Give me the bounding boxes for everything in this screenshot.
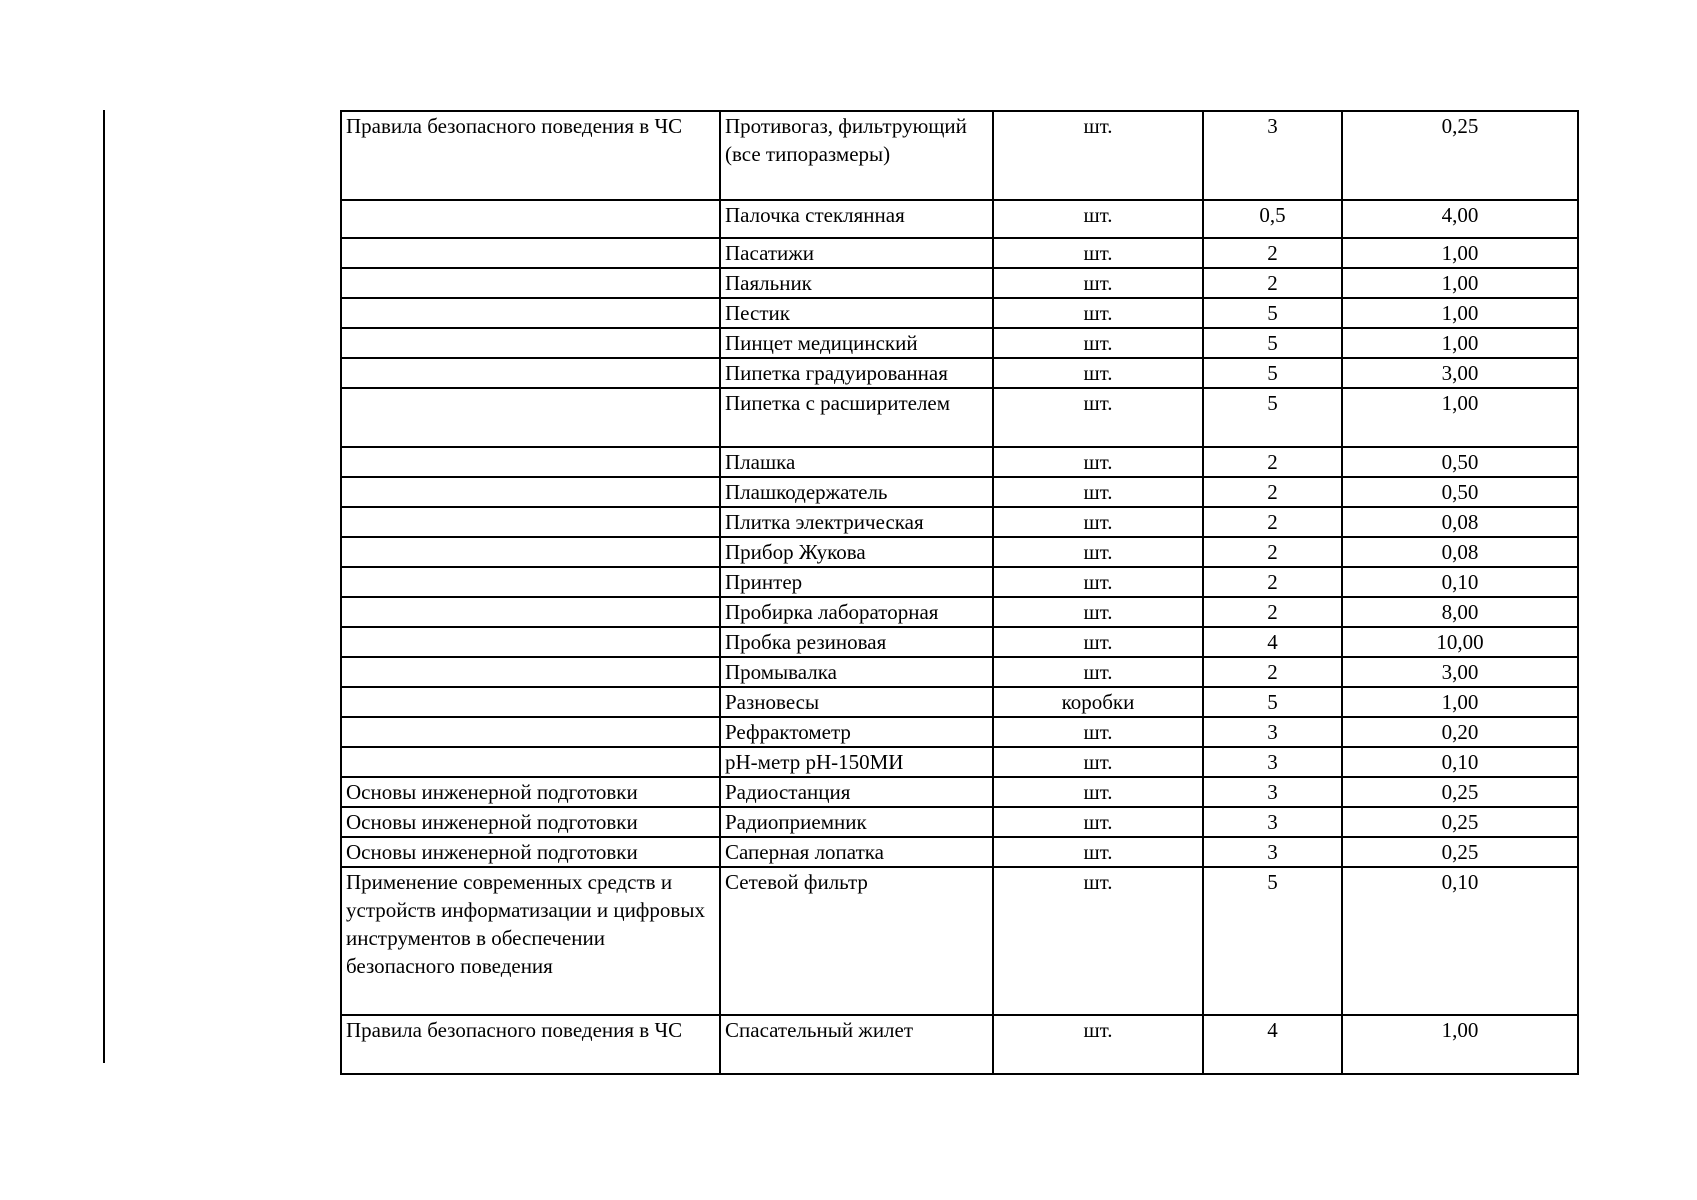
- item-name-cell: Рефрактометр: [720, 717, 993, 747]
- section-cell: [341, 537, 720, 567]
- table-row: [341, 567, 1578, 597]
- section-cell: [341, 477, 720, 507]
- section-cell: [341, 238, 720, 268]
- unit-cell: шт.: [993, 111, 1203, 200]
- value-cell: 0,20: [1342, 717, 1578, 747]
- quantity-cell: 2: [1203, 537, 1342, 567]
- quantity-cell: 3: [1203, 777, 1342, 807]
- quantity-cell: 2: [1203, 597, 1342, 627]
- section-cell: [341, 657, 720, 687]
- unit-cell: шт.: [993, 200, 1203, 238]
- item-name-cell: Пинцет медицинский: [720, 328, 993, 358]
- item-name-cell: Принтер: [720, 567, 993, 597]
- value-cell: 0,50: [1342, 477, 1578, 507]
- item-name-cell: Палочка стеклянная: [720, 200, 993, 238]
- value-cell: 1,00: [1342, 328, 1578, 358]
- section-cell: [341, 388, 720, 447]
- value-cell: 3,00: [1342, 358, 1578, 388]
- section-cell: Основы инженерной подготовки: [341, 777, 720, 807]
- value-cell: 1,00: [1342, 298, 1578, 328]
- section-cell: [341, 687, 720, 717]
- table-row: [341, 807, 1578, 837]
- quantity-cell: 3: [1203, 111, 1342, 200]
- section-cell: [341, 567, 720, 597]
- table-row: [341, 477, 1578, 507]
- unit-cell: шт.: [993, 567, 1203, 597]
- unit-cell: шт.: [993, 807, 1203, 837]
- unit-cell: шт.: [993, 507, 1203, 537]
- quantity-cell: 5: [1203, 388, 1342, 447]
- value-cell: 0,10: [1342, 747, 1578, 777]
- item-name-cell: Пробирка лабораторная: [720, 597, 993, 627]
- value-cell: 0,25: [1342, 837, 1578, 867]
- table-row: [341, 447, 1578, 477]
- item-name-cell: Прибор Жукова: [720, 537, 993, 567]
- item-name-cell: Пасатижи: [720, 238, 993, 268]
- quantity-cell: 5: [1203, 687, 1342, 717]
- quantity-cell: 5: [1203, 867, 1342, 1015]
- table-row: [341, 298, 1578, 328]
- quantity-cell: 5: [1203, 298, 1342, 328]
- item-name-cell: Плашкодержатель: [720, 477, 993, 507]
- table-row: [341, 867, 1578, 1015]
- value-cell: 1,00: [1342, 238, 1578, 268]
- quantity-cell: 3: [1203, 837, 1342, 867]
- unit-cell: шт.: [993, 837, 1203, 867]
- quantity-cell: 5: [1203, 358, 1342, 388]
- quantity-cell: 2: [1203, 268, 1342, 298]
- unit-cell: шт.: [993, 477, 1203, 507]
- section-cell: Применение современных средств и устройств информатизации и цифровых инструментов в обеспечении безопасного поведения: [341, 867, 720, 1015]
- table-row: [341, 268, 1578, 298]
- value-cell: 4,00: [1342, 200, 1578, 238]
- value-cell: 3,00: [1342, 657, 1578, 687]
- unit-cell: шт.: [993, 747, 1203, 777]
- table-row: [341, 328, 1578, 358]
- section-cell: [341, 200, 720, 238]
- table-row: [341, 507, 1578, 537]
- table-row: [341, 597, 1578, 627]
- value-cell: 0,25: [1342, 807, 1578, 837]
- value-cell: 0,08: [1342, 537, 1578, 567]
- quantity-cell: 5: [1203, 328, 1342, 358]
- unit-cell: шт.: [993, 388, 1203, 447]
- left-margin-line: [103, 110, 105, 1063]
- value-cell: 1,00: [1342, 388, 1578, 447]
- value-cell: 0,50: [1342, 447, 1578, 477]
- section-cell: [341, 268, 720, 298]
- value-cell: 0,25: [1342, 111, 1578, 200]
- item-name-cell: Саперная лопатка: [720, 837, 993, 867]
- item-name-cell: рН-метр рН-150МИ: [720, 747, 993, 777]
- value-cell: 0,25: [1342, 777, 1578, 807]
- unit-cell: шт.: [993, 627, 1203, 657]
- unit-cell: шт.: [993, 717, 1203, 747]
- unit-cell: шт.: [993, 777, 1203, 807]
- quantity-cell: 2: [1203, 657, 1342, 687]
- section-cell: [341, 747, 720, 777]
- table-row: [341, 717, 1578, 747]
- section-cell: Правила безопасного поведения в ЧС: [341, 111, 720, 200]
- value-cell: 0,10: [1342, 567, 1578, 597]
- table-row: [341, 388, 1578, 447]
- item-name-cell: Радиоприемник: [720, 807, 993, 837]
- quantity-cell: 3: [1203, 747, 1342, 777]
- table-row: [341, 657, 1578, 687]
- item-name-cell: Плашка: [720, 447, 993, 477]
- section-cell: [341, 597, 720, 627]
- quantity-cell: 4: [1203, 1015, 1342, 1074]
- table-row: [341, 238, 1578, 268]
- table-row: [341, 837, 1578, 867]
- item-name-cell: Паяльник: [720, 268, 993, 298]
- item-name-cell: Сетевой фильтр: [720, 867, 993, 1015]
- item-name-cell: Пробка резиновая: [720, 627, 993, 657]
- unit-cell: шт.: [993, 268, 1203, 298]
- value-cell: 1,00: [1342, 1015, 1578, 1074]
- section-cell: [341, 328, 720, 358]
- quantity-cell: 0,5: [1203, 200, 1342, 238]
- section-cell: Правила безопасного поведения в ЧС: [341, 1015, 720, 1074]
- table-body: [341, 111, 1578, 1074]
- unit-cell: шт.: [993, 867, 1203, 1015]
- unit-cell: шт.: [993, 1015, 1203, 1074]
- table-row: [341, 1015, 1578, 1074]
- table-row: [341, 111, 1578, 200]
- unit-cell: шт.: [993, 537, 1203, 567]
- table-row: [341, 777, 1578, 807]
- item-name-cell: Промывалка: [720, 657, 993, 687]
- section-cell: [341, 507, 720, 537]
- section-cell: [341, 298, 720, 328]
- quantity-cell: 2: [1203, 507, 1342, 537]
- unit-cell: шт.: [993, 298, 1203, 328]
- item-name-cell: Пестик: [720, 298, 993, 328]
- table-row: [341, 627, 1578, 657]
- value-cell: 1,00: [1342, 268, 1578, 298]
- section-cell: Основы инженерной подготовки: [341, 807, 720, 837]
- quantity-cell: 4: [1203, 627, 1342, 657]
- table-row: [341, 200, 1578, 238]
- unit-cell: коробки: [993, 687, 1203, 717]
- quantity-cell: 2: [1203, 447, 1342, 477]
- unit-cell: шт.: [993, 447, 1203, 477]
- value-cell: 0,10: [1342, 867, 1578, 1015]
- value-cell: 10,00: [1342, 627, 1578, 657]
- section-cell: [341, 627, 720, 657]
- unit-cell: шт.: [993, 358, 1203, 388]
- item-name-cell: Радиостанция: [720, 777, 993, 807]
- unit-cell: шт.: [993, 238, 1203, 268]
- item-name-cell: Пипетка с расширителем: [720, 388, 993, 447]
- item-name-cell: Спасательный жилет: [720, 1015, 993, 1074]
- quantity-cell: 2: [1203, 477, 1342, 507]
- quantity-cell: 2: [1203, 238, 1342, 268]
- quantity-cell: 3: [1203, 807, 1342, 837]
- value-cell: 0,08: [1342, 507, 1578, 537]
- table-row: [341, 747, 1578, 777]
- unit-cell: шт.: [993, 328, 1203, 358]
- table-row: [341, 358, 1578, 388]
- equipment-table: [340, 110, 1579, 1075]
- section-cell: [341, 717, 720, 747]
- section-cell: [341, 358, 720, 388]
- item-name-cell: Разновесы: [720, 687, 993, 717]
- value-cell: 1,00: [1342, 687, 1578, 717]
- quantity-cell: 3: [1203, 717, 1342, 747]
- value-cell: 8,00: [1342, 597, 1578, 627]
- item-name-cell: Плитка электрическая: [720, 507, 993, 537]
- item-name-cell: Противогаз, фильтрующий (все типоразмеры): [720, 111, 993, 200]
- table-row: [341, 537, 1578, 567]
- section-cell: Основы инженерной подготовки: [341, 837, 720, 867]
- unit-cell: шт.: [993, 657, 1203, 687]
- table-row: [341, 687, 1578, 717]
- item-name-cell: Пипетка градуированная: [720, 358, 993, 388]
- quantity-cell: 2: [1203, 567, 1342, 597]
- unit-cell: шт.: [993, 597, 1203, 627]
- section-cell: [341, 447, 720, 477]
